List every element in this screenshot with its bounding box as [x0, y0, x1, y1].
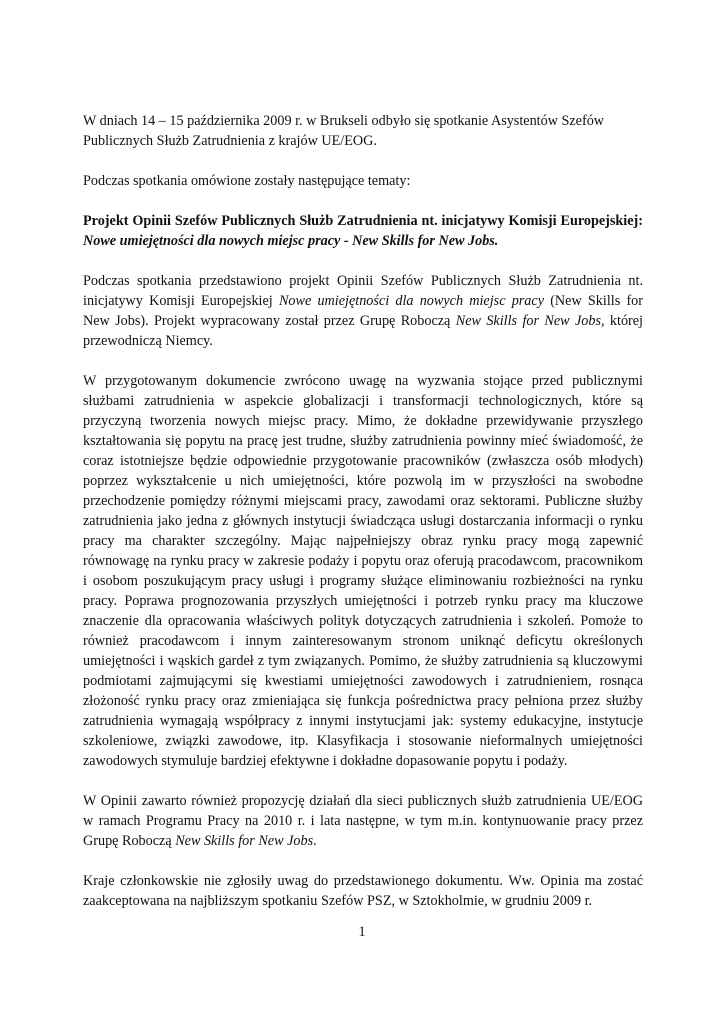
project-text-1: Podczas spotkania przedstawiono projekt Opinii Szefów Publicznych Służb Zatrudnienia nt. inicjatywy Komisji Europejskiej	[83, 273, 643, 309]
opinion-text-2: .	[313, 833, 317, 849]
topics-intro-paragraph: Podczas spotkania omówione zostały następujące tematy:	[83, 173, 411, 189]
opinion-paragraph	[83, 791, 643, 851]
opinion-text-1: W Opinii zawarto również propozycję działań dla sieci publicznych służb zatrudnienia UE/EOG w ramach Programu Pracy na 2010 r. i lata następne, w tym m.in. kontynuowanie pracy przez Grupę Roboczą	[83, 793, 643, 849]
page-number: 1	[358, 924, 366, 940]
project-text-2: (New Skills for New Jobs). Projekt wypracowany został przez Grupę Roboczą	[83, 293, 643, 329]
project-text-3: , której przewodniczą Niemcy.	[83, 313, 643, 349]
project-italic-2: New Skills for New Jobs	[455, 313, 601, 329]
opinion-italic: New Skills for New Jobs	[175, 833, 314, 849]
analysis-paragraph: W przygotowanym dokumencie zwrócono uwagę na wyzwania stojące przed publicznymi służbami zatrudnienia w aspekcie globalizacji i transformacji technologicznych, które są przyczyną tworzenia nowych miejsc pracy. Mimo, że dokładne przewidywanie przyszłego kształtowania się popytu na pracę jest trudne, służby zatrudnienia powinny mieć świadomość, że coraz istotniejsze będzie odpowiednie przygotowanie pracowników (zwłaszcza osób młodych) poprzez wykształcenie u nich umiejętności, które pozwolą im w przyszłości na swobodne przechodzenie pomiędzy różnymi miejscami pracy, zawodami oraz sektorami. Publiczne służby zatrudnienia jako jedna z głównych instytucji świadcząca usługi dostarczania informacji o rynku pracy ma charakter szczególny. Mając najpełniejszy obraz rynku pracy mogą zapewnić równowagę na rynku pracy w zakresie podaży i popytu oraz oferują pracodawcom, pracownikom i osobom poszukującym pracy usługi i programy służące eliminowaniu rozbieżności na rynku pracy. Poprawa prognozowania przyszłych umiejętności i potrzeb rynku pracy ma kluczowe znaczenie dla opracowania właściwych polityk dotyczących zatrudnienia i szkoleń. Pomoże to również pracodawcom i innym zainteresowanym stronom uniknąć deficytu określonych umiejętności i wąskich gardeł z tym związanych. Pomimo, że służby zatrudnienia są kluczowymi podmiotami zajmującymi się kwestiami umiejętności zawodowych i zatrudnieniem, rosnąca złożoność rynku pracy oraz zmieniająca się funkcja pośrednictwa pracy pełniona przez służby zatrudnienia wymagają współpracy z innymi instytucjami jak: systemy edukacyjne, instytucje szkoleniowe, związki zawodowe, itp. Klasyfikacja i stosowanie nieformalnych umiejętności zawodowych stymuluje bardziej efektywne i dokładne dopasowanie popytu i podaży.	[83, 373, 643, 769]
project-italic-1: Nowe umiejętności dla nowych miejsc pracy	[278, 293, 544, 309]
document-body	[83, 111, 643, 931]
intro-paragraph: W dniach 14 – 15 października 2009 r. w Brukseli odbyło się spotkanie Asystentów Szefów Publicznych Służb Zatrudnienia z krajów UE/EOG.	[83, 113, 605, 149]
topic-heading-italic: Nowe umiejętności dla nowych miejsc pracy - New Skills for New Jobs.	[83, 233, 499, 249]
final-paragraph: Kraje członkowskie nie zgłosiły uwag do przedstawionego dokumentu. Ww. Opinia ma zostać zaakceptowana na najbliższym spotkaniu Szefów PSZ, w Sztokholmie, w grudniu 2009 r.	[83, 873, 643, 909]
topic-heading	[83, 211, 643, 251]
topic-heading-lead: Projekt Opinii Szefów Publicznych Służb Zatrudnienia nt. inicjatywy Komisji Europejskiej:	[83, 213, 643, 229]
project-paragraph	[83, 271, 643, 351]
